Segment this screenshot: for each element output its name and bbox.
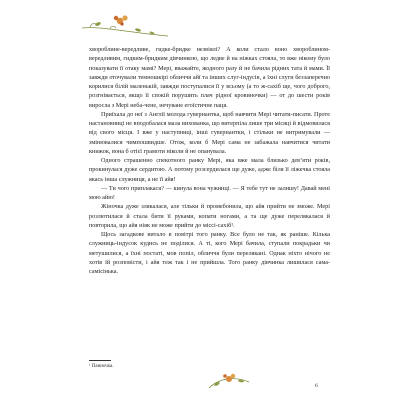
- paragraph: хвороблине-вередливе, гидке-бридке незвіялі? А коли стало воно хвороблином-вередливим, гидким-бридким дівчинкою, що ледве й на ніжках стояла, то вже нікому було показувати її отаку мамі? Мері, вважайте, жодного разу й не бачила рідних тата й мами. Її завжди оточували темношкірі обличчя айї та інших слуг-індусів, а їхні слуги беззаперечно корилися білій маленькій, завжди поступалися її у всьому (а то ж-сахіб ще, чого доброго, розгнівається, якщо її спокій порушить плач рідної кровиночки) — от до шести років виросла з Мері неба-чене, нечуване егоїстичне паця.: [89, 46, 330, 109]
- paragraph: — Ти чого приплакася? — кинула вона чужинці. — Я тебе тут не залишу! Давай мені мою айю!: [89, 184, 330, 201]
- floral-ornament-icon: [205, 368, 253, 394]
- page-number: 6: [315, 383, 318, 389]
- footnote-divider: [89, 360, 111, 361]
- paragraph: Приїхала до неї з Англії молода гувернантка, щоб навчити Мері читати-писати. Проте настановниці не вподобалася мала вихованка, що витерпіла лише три місяці й відмовилася від свого місця. І вже у наступниці, інші гувернантки, і стільки не витримували — змінювалися чимпошвидше. Отож, коли б Мері сама не забажала навчитися читати книжок, вона б отієї грамоти ніколи й не опанувала.: [89, 110, 330, 155]
- paragraph: Одного страшенно спекотного ранку Мері, яка вже мала близько дев’яти років, прокинулася дуже сердитою. А потому розсердилася ще дуже, адже біля її ліжечка стояла якась інша служниця, а не її айя!: [89, 157, 330, 183]
- paragraph: Жіночка дуже злякалася, але тільки й промебонила, що айя прийти не зможе. Мері розлютилася й стала бити її руками, копати ногами, а та ще дуже перелякалася й повторила, що айя ніяк не може прийти до міссі-сахіб¹.: [89, 203, 330, 229]
- footnote: ¹ Панночка.: [89, 364, 114, 369]
- floral-ornament-icon: [80, 12, 170, 40]
- body-text: [89, 45, 330, 276]
- paragraph: Щось загадкове витало в повітрі того ранку. Все було не так, як раніше. Кілька служниць-індусок кудись не поділися. А ті, кого Мері бачила, ступали покрадьки чи метушилися, а їхні постаті, мов попіл, обличчя були перелякані. Однак ніхто нічого не хотів їй розповісти, і айя теж так і не прийшла. Того ранку дівчинка лишилася сама-самісінька.: [89, 231, 330, 275]
